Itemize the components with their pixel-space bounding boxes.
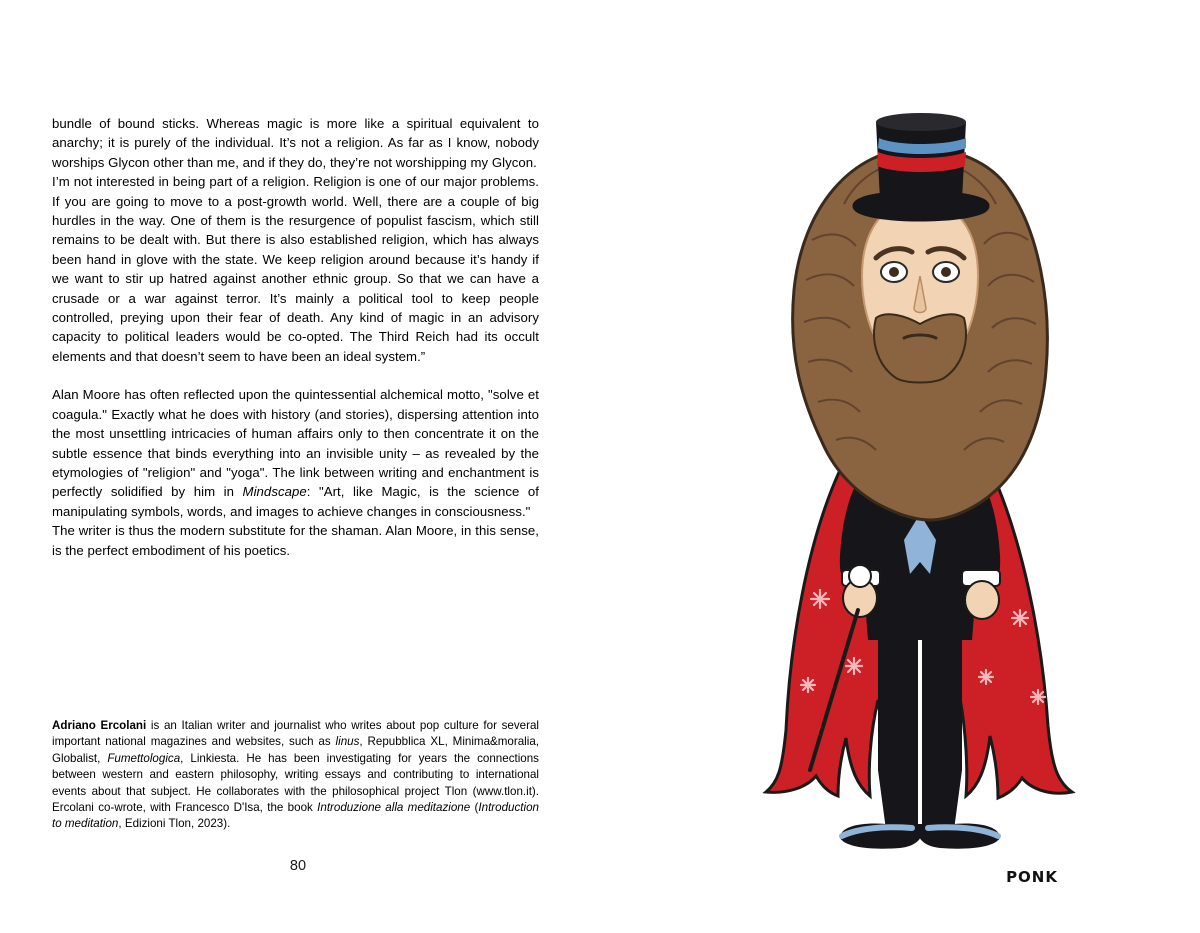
bio-italic-fumettologica: Fumettologica	[107, 751, 181, 765]
bio-italic-book-translation: Introduction to meditation	[52, 801, 539, 831]
closing-italic-title: Mindscape	[242, 484, 307, 500]
bio-segment-3: , Linkiesta. He has been investigating for years the connections between western and eastern philosophy, writing essays and contributing to international events about that subject. He collaborates with the philosophical project Tlon (www.tlon.it). Ercolani co-wrote, with Francesco D'Isa, the book	[52, 751, 539, 815]
bio-segment-4: (	[470, 801, 479, 815]
paragraph-spacer	[52, 366, 539, 385]
closing-text-part2: : "Art, like Magic, is the science of manipulating symbols, words, and images to achieve changes in consciousness."	[52, 484, 539, 519]
bio-segment-2: , Repubblica XL, Minima&moralia, Globalist,	[52, 735, 539, 765]
closing-text-part1: Alan Moore has often reflected upon the quintessential alchemical motto, "solve et coagula." Exactly what he does with history (and stories), dispersing attention into the most unsettling intricacies of human affairs only to then concentrate it on the subtle essence that binds everything into an invisible unity – as revealed by the etymologies of "religion" and "yoga". The link between writing and enchantment is perfectly solidified by him in	[52, 387, 539, 500]
bio-italic-book-title: Introduzione alla meditazione	[317, 801, 471, 815]
body-paragraph: bundle of bound sticks. Whereas magic is more like a spiritual equivalent to anarchy; it is purely of the individual. It’s not a religion. As far as I know, nobody worships Glycon other than me, and if they do, they’re not worshipping my Glycon.	[52, 116, 539, 170]
caricature-illustration	[690, 70, 1150, 886]
bio-italic-linus: linus	[335, 735, 360, 749]
body-paragraph: I’m not interested in being part of a religion. Religion is one of our major problems. If you are going to move to a post-growth world. Well, there are a couple of big hurdles in the way. One of them is the resurgence of populist fascism, which still remains to be dealt with. But there is also established religion, which has always been hand in glove with the state. We keep religion around because it’s handy if we want to stir up hatred against another ethnic group. So that we can have a crusade or a war against terror. It’s mainly a political tool to keep people controlled, preying upon their fear of death. Any kind of magic in an advisory capacity to political leaders would be co-opted. The Third Reich had its occult elements and that doesn’t seem to have been an ideal system.”	[52, 174, 539, 364]
bio-segment-5: , Edizioni Tlon, 2023).	[118, 817, 231, 831]
artist-signature: PONK	[1006, 868, 1058, 886]
author-name: Adriano Ercolani	[52, 719, 147, 732]
article-text-column	[52, 114, 539, 560]
author-bio	[52, 718, 539, 833]
page-number: 80	[289, 858, 307, 874]
bio-segment-1: is an Italian writer and journalist who writes about pop culture for several important national magazines and websites, such as	[52, 719, 539, 749]
closing-paragraph	[52, 385, 539, 521]
final-paragraph: The writer is thus the modern substitute for the shaman. Alan Moore, in this sense, is the perfect embodiment of his poetics.	[52, 523, 539, 558]
